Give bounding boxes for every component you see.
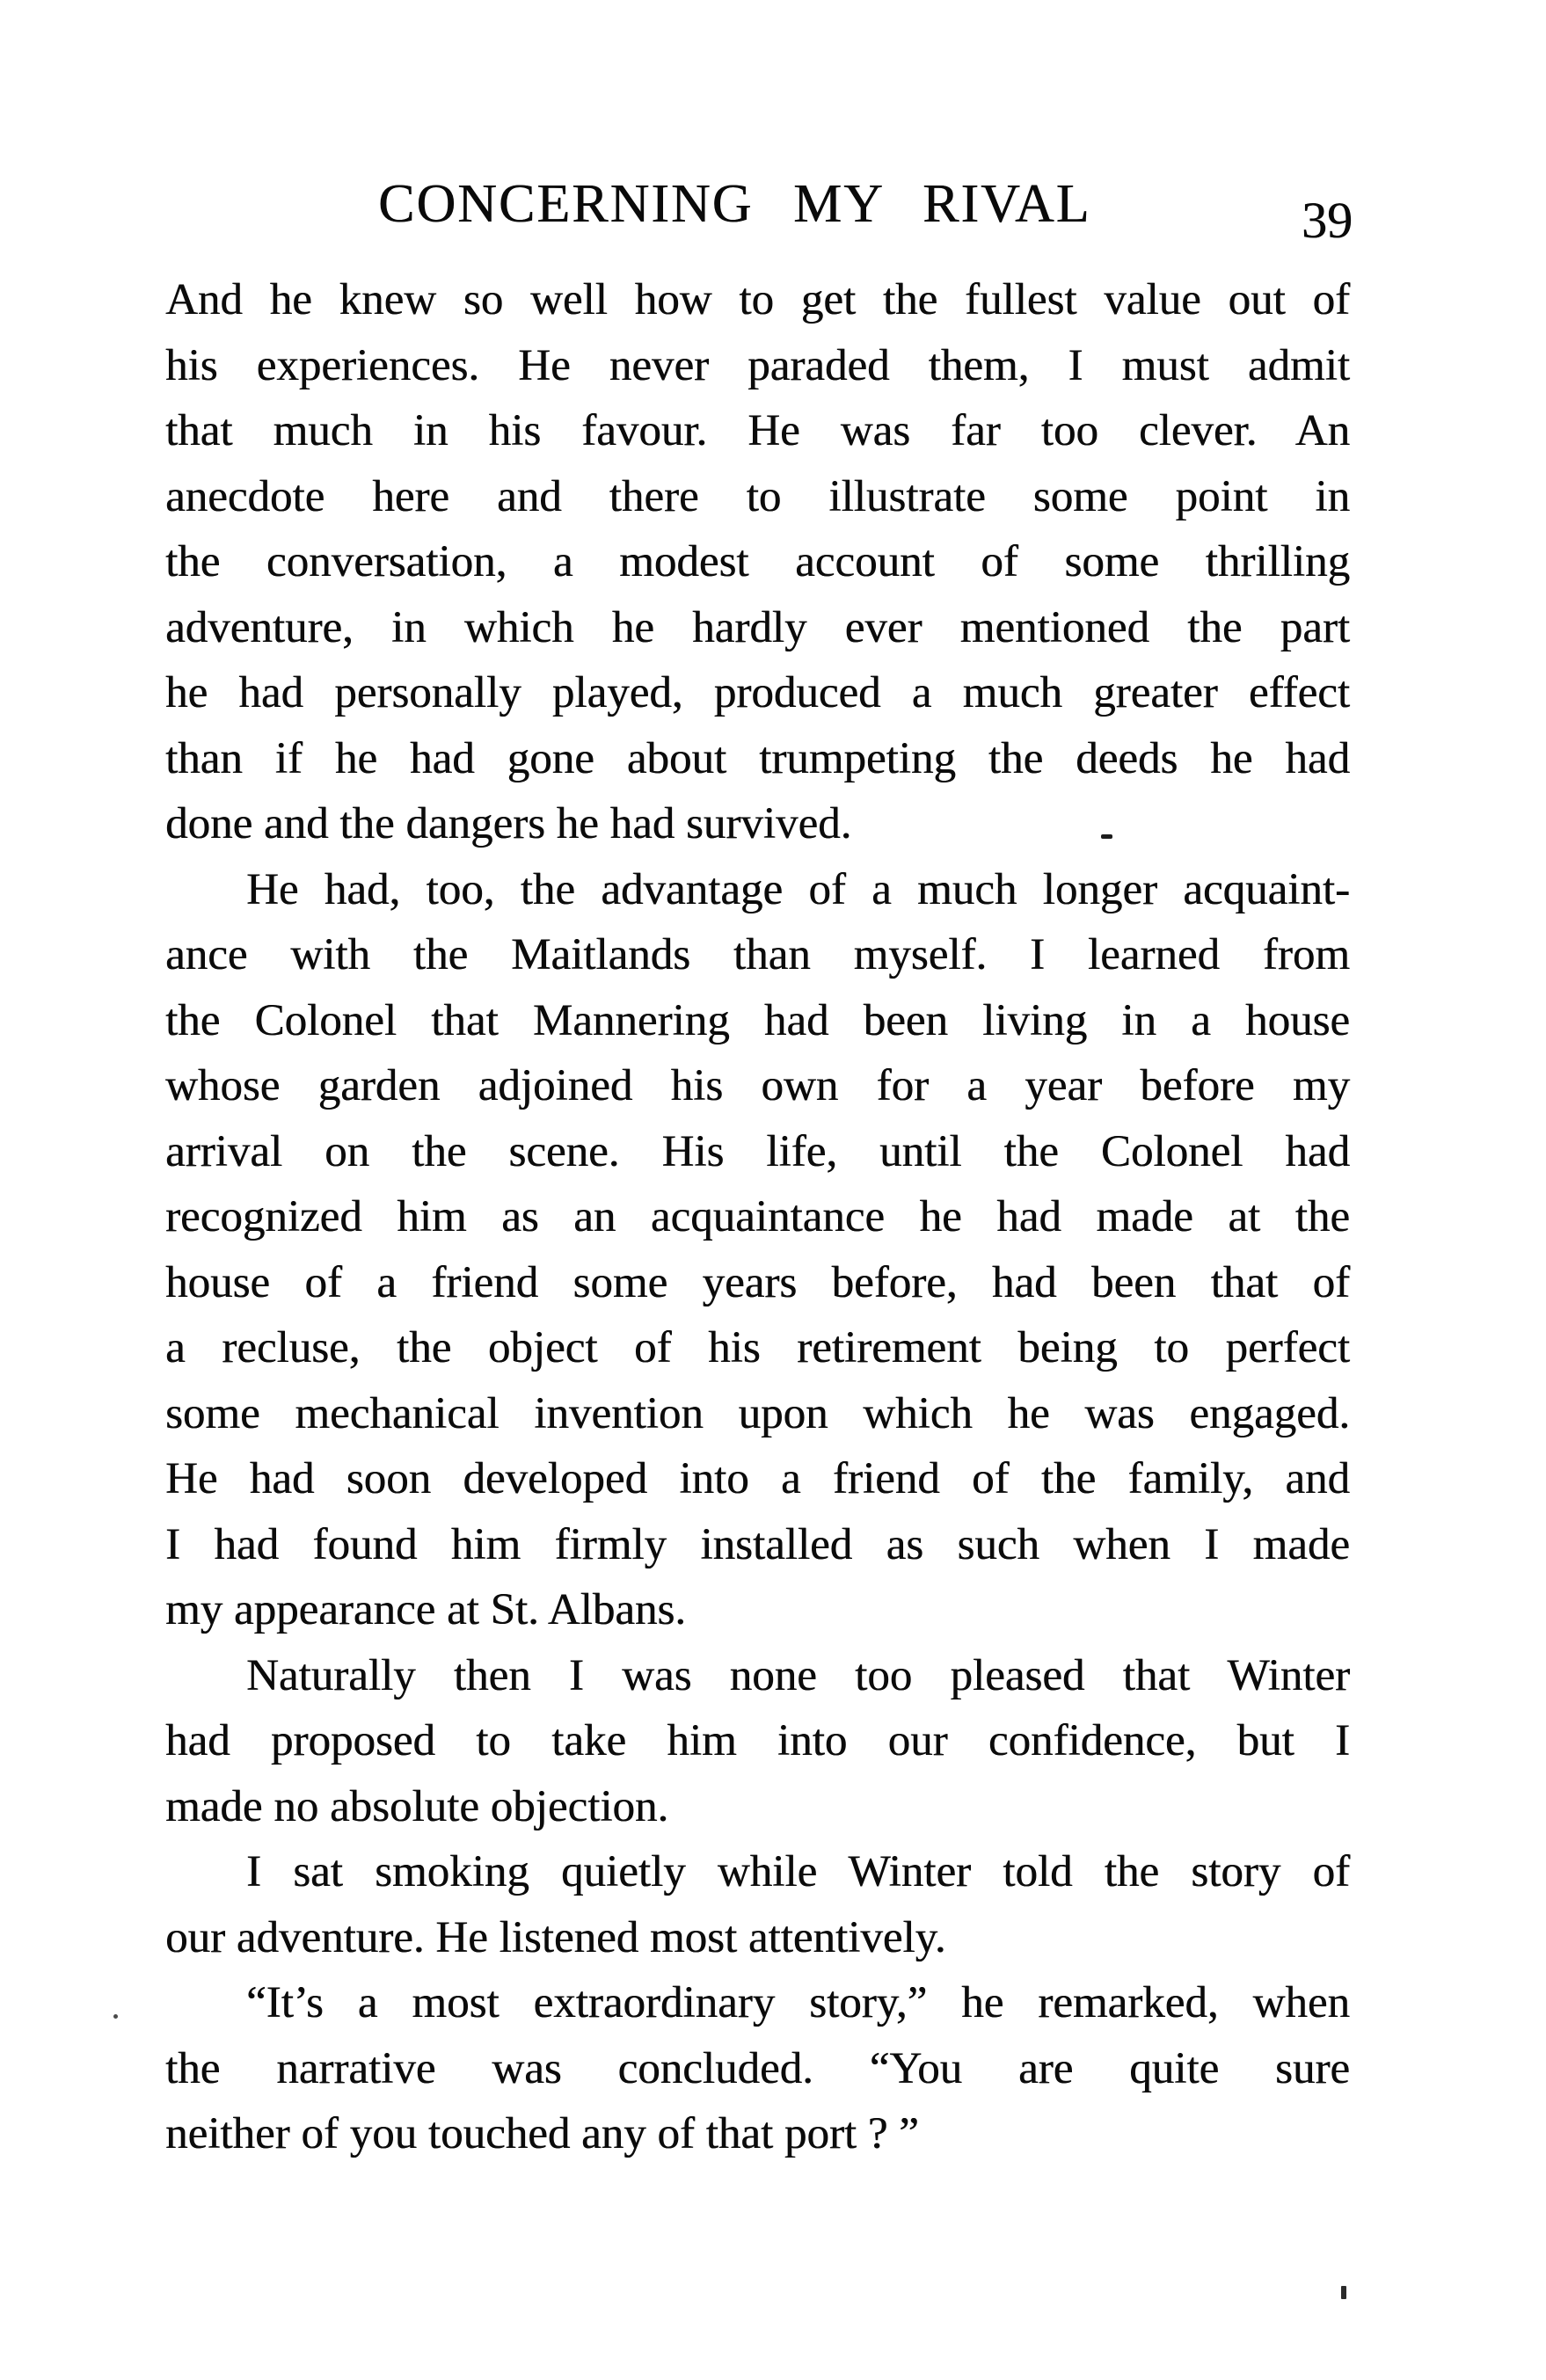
text-line: the Colonel that Mannering had been living in a house [165, 995, 1350, 1045]
page-number: 39 [1302, 192, 1353, 249]
paragraph [165, 857, 1350, 1643]
text-line: And he knew so well how to get the fullest value out of [165, 275, 1350, 324]
text-line: my appearance at St. Albans. [165, 1585, 686, 1634]
text-line: whose garden adjoined his own for a year before my [165, 1061, 1350, 1110]
text-line: arrival on the scene. His life, until the Colonel had [165, 1126, 1350, 1176]
text-line: adventure, in which he hardly ever mentioned the part [165, 602, 1350, 652]
text-line: than if he had gone about trumpeting the deeds he had [165, 733, 1350, 783]
text-line: anecdote here and there to illustrate some point in [165, 471, 1350, 521]
text-line: neither of you touched any of that port ? ” [165, 2109, 919, 2158]
text-line: I had found him firmly installed as such when I made [165, 1519, 1350, 1569]
paragraph [165, 267, 1350, 857]
text-line: that much in his favour. He was far too clever. An [165, 406, 1350, 455]
ink-speck [1101, 834, 1112, 839]
text-line: recognized him as an acquaintance he had made at the [165, 1192, 1350, 1241]
text-line: he had personally played, produced a much greater effect [165, 668, 1350, 717]
ink-speck [113, 2014, 118, 2019]
text-block [165, 267, 1350, 2167]
running-head-title: CONCERNING MY RIVAL [378, 174, 1091, 234]
text-line: the conversation, a modest account of some thrilling [165, 537, 1350, 586]
text-line: He had, too, the advantage of a much longer acquaint- [246, 864, 1350, 914]
text-line: Naturally then I was none too pleased that Winter [246, 1650, 1350, 1700]
ink-speck [1341, 2286, 1346, 2299]
text-line: house of a friend some years before, had been that of [165, 1257, 1350, 1307]
text-line: had proposed to take him into our confidence, but I [165, 1716, 1350, 1765]
text-line: our adventure. He listened most attentively. [165, 1912, 946, 1962]
text-line: He had soon developed into a friend of the family, and [165, 1454, 1350, 1503]
text-line: a recluse, the object of his retirement being to perfect [165, 1323, 1350, 1372]
text-line: ance with the Maitlands than myself. I learned from [165, 930, 1350, 979]
text-line: made no absolute objection. [165, 1781, 669, 1831]
text-line: some mechanical invention upon which he was engaged. [165, 1388, 1350, 1438]
paragraph [165, 1839, 1350, 1970]
paragraph [165, 1970, 1350, 2167]
text-line: the narrative was concluded. “You are quite sure [165, 2043, 1350, 2093]
text-line: his experiences. He never paraded them, I must admit [165, 340, 1350, 390]
text-line: “It’s a most extraordinary story,” he remarked, when [246, 1978, 1350, 2027]
text-line: I sat smoking quietly while Winter told the story of [246, 1847, 1350, 1896]
paragraph [165, 1643, 1350, 1840]
text-line: done and the dangers he had survived. [165, 799, 852, 848]
